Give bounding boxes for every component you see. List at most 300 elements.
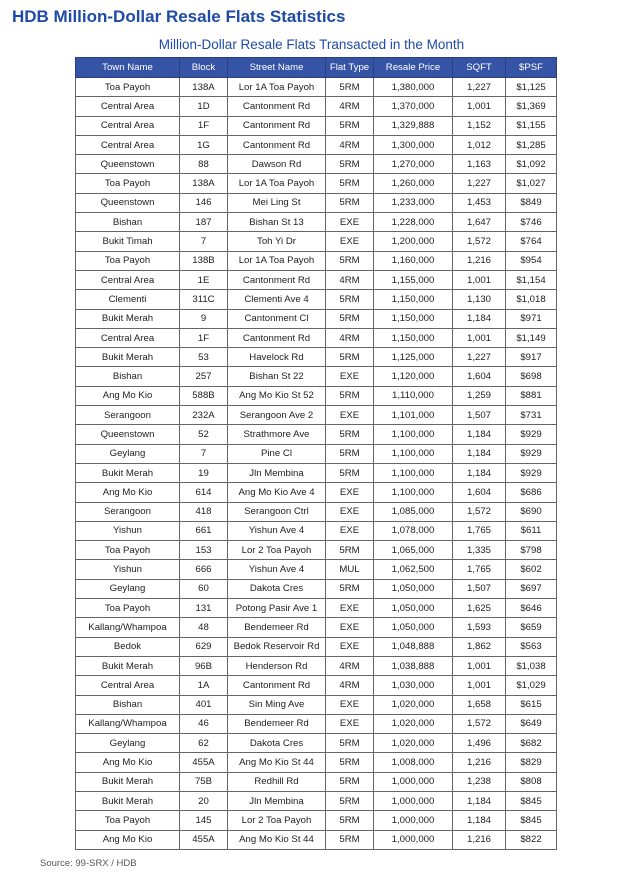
sqft-cell: 1,001 [453, 328, 506, 347]
resale-price-cell: 1,078,000 [374, 521, 453, 540]
block-cell: 131 [180, 599, 228, 618]
sqft-cell: 1,572 [453, 714, 506, 733]
psf-cell: $1,369 [506, 97, 557, 116]
psf-cell: $698 [506, 367, 557, 386]
resale-price-cell: 1,085,000 [374, 502, 453, 521]
sqft-cell: 1,862 [453, 637, 506, 656]
flat-type-cell: EXE [326, 483, 374, 502]
resale-price-cell: 1,000,000 [374, 811, 453, 830]
street-name-cell: Bishan St 22 [228, 367, 326, 386]
col-header-town-name: Town Name [76, 58, 180, 78]
flat-type-cell: 5RM [326, 290, 374, 309]
resale-price-cell: 1,125,000 [374, 348, 453, 367]
sqft-cell: 1,012 [453, 135, 506, 154]
street-name-cell: Bedok Reservoir Rd [228, 637, 326, 656]
sqft-cell: 1,647 [453, 213, 506, 232]
street-name-cell: Lor 1A Toa Payoh [228, 251, 326, 270]
street-name-cell: Lor 2 Toa Payoh [228, 541, 326, 560]
block-cell: 1F [180, 328, 228, 347]
flat-type-cell: 4RM [326, 270, 374, 289]
flat-type-cell: 5RM [326, 753, 374, 772]
street-name-cell: Dakota Cres [228, 734, 326, 753]
psf-cell: $1,029 [506, 676, 557, 695]
psf-cell: $1,018 [506, 290, 557, 309]
col-header-street-name: Street Name [228, 58, 326, 78]
psf-cell: $602 [506, 560, 557, 579]
resale-price-cell: 1,370,000 [374, 97, 453, 116]
flat-type-cell: 5RM [326, 251, 374, 270]
resale-price-cell: 1,270,000 [374, 155, 453, 174]
resale-price-cell: 1,228,000 [374, 213, 453, 232]
flat-type-cell: 5RM [326, 463, 374, 482]
source-note: Source: 99-SRX / HDB [40, 858, 137, 869]
town-name-cell: Toa Payoh [76, 811, 180, 830]
psf-cell: $845 [506, 811, 557, 830]
table-row [76, 599, 557, 618]
block-cell: 661 [180, 521, 228, 540]
table-row [76, 135, 557, 154]
psf-cell: $1,149 [506, 328, 557, 347]
sqft-cell: 1,507 [453, 406, 506, 425]
block-cell: 145 [180, 811, 228, 830]
table-row [76, 772, 557, 791]
resale-price-cell: 1,000,000 [374, 791, 453, 810]
resale-price-cell: 1,050,000 [374, 618, 453, 637]
block-cell: 52 [180, 425, 228, 444]
flat-type-cell: 4RM [326, 656, 374, 675]
sqft-cell: 1,130 [453, 290, 506, 309]
resale-price-cell: 1,155,000 [374, 270, 453, 289]
psf-cell: $764 [506, 232, 557, 251]
psf-cell: $1,125 [506, 78, 557, 97]
flat-type-cell: EXE [326, 406, 374, 425]
town-name-cell: Ang Mo Kio [76, 386, 180, 405]
flat-type-cell: 5RM [326, 116, 374, 135]
block-cell: 138A [180, 78, 228, 97]
street-name-cell: Yishun Ave 4 [228, 560, 326, 579]
street-name-cell: Serangoon Ctrl [228, 502, 326, 521]
flat-type-cell: 5RM [326, 734, 374, 753]
resale-price-cell: 1,050,000 [374, 599, 453, 618]
town-name-cell: Serangoon [76, 406, 180, 425]
psf-cell: $611 [506, 521, 557, 540]
flat-type-cell: EXE [326, 599, 374, 618]
block-cell: 7 [180, 232, 228, 251]
flat-type-cell: 5RM [326, 791, 374, 810]
table-row [76, 348, 557, 367]
sqft-cell: 1,593 [453, 618, 506, 637]
table-row [76, 174, 557, 193]
resale-price-cell: 1,110,000 [374, 386, 453, 405]
street-name-cell: Dakota Cres [228, 579, 326, 598]
town-name-cell: Bukit Merah [76, 656, 180, 675]
resale-price-cell: 1,048,888 [374, 637, 453, 656]
town-name-cell: Bukit Merah [76, 791, 180, 810]
flat-type-cell: EXE [326, 714, 374, 733]
block-cell: 588B [180, 386, 228, 405]
resale-price-cell: 1,020,000 [374, 695, 453, 714]
flat-type-cell: 5RM [326, 811, 374, 830]
sqft-cell: 1,152 [453, 116, 506, 135]
block-cell: 9 [180, 309, 228, 328]
block-cell: 20 [180, 791, 228, 810]
town-name-cell: Toa Payoh [76, 78, 180, 97]
street-name-cell: Cantonment Rd [228, 116, 326, 135]
sqft-cell: 1,184 [453, 425, 506, 444]
town-name-cell: Geylang [76, 579, 180, 598]
block-cell: 629 [180, 637, 228, 656]
sqft-cell: 1,001 [453, 656, 506, 675]
flat-type-cell: 5RM [326, 78, 374, 97]
town-name-cell: Bukit Merah [76, 463, 180, 482]
block-cell: 75B [180, 772, 228, 791]
flat-type-cell: 4RM [326, 97, 374, 116]
psf-cell: $649 [506, 714, 557, 733]
block-cell: 138B [180, 251, 228, 270]
town-name-cell: Central Area [76, 270, 180, 289]
sqft-cell: 1,216 [453, 753, 506, 772]
town-name-cell: Kallang/Whampoa [76, 618, 180, 637]
street-name-cell: Clementi Ave 4 [228, 290, 326, 309]
resale-price-cell: 1,101,000 [374, 406, 453, 425]
sqft-cell: 1,227 [453, 174, 506, 193]
flat-type-cell: 5RM [326, 348, 374, 367]
col-header-sqft: SQFT [453, 58, 506, 78]
resale-price-cell: 1,065,000 [374, 541, 453, 560]
resale-price-cell: 1,150,000 [374, 290, 453, 309]
table-row [76, 618, 557, 637]
resale-price-cell: 1,000,000 [374, 830, 453, 849]
flat-type-cell: 4RM [326, 328, 374, 347]
block-cell: 311C [180, 290, 228, 309]
block-cell: 138A [180, 174, 228, 193]
table-row [76, 116, 557, 135]
block-cell: 146 [180, 193, 228, 212]
psf-cell: $829 [506, 753, 557, 772]
sqft-cell: 1,507 [453, 579, 506, 598]
table-row [76, 386, 557, 405]
block-cell: 455A [180, 753, 228, 772]
resale-price-cell: 1,020,000 [374, 714, 453, 733]
street-name-cell: Yishun Ave 4 [228, 521, 326, 540]
town-name-cell: Geylang [76, 444, 180, 463]
flat-type-cell: 5RM [326, 174, 374, 193]
psf-cell: $808 [506, 772, 557, 791]
psf-cell: $849 [506, 193, 557, 212]
street-name-cell: Henderson Rd [228, 656, 326, 675]
flat-type-cell: EXE [326, 521, 374, 540]
psf-cell: $971 [506, 309, 557, 328]
block-cell: 666 [180, 560, 228, 579]
resale-price-cell: 1,150,000 [374, 328, 453, 347]
town-name-cell: Yishun [76, 560, 180, 579]
sqft-cell: 1,001 [453, 676, 506, 695]
page-title: HDB Million-Dollar Resale Flats Statistics [12, 7, 346, 26]
street-name-cell: Lor 1A Toa Payoh [228, 78, 326, 97]
table-row [76, 502, 557, 521]
resale-price-cell: 1,062,500 [374, 560, 453, 579]
table-row [76, 309, 557, 328]
resale-price-cell: 1,233,000 [374, 193, 453, 212]
street-name-cell: Ang Mo Kio St 44 [228, 830, 326, 849]
sqft-cell: 1,001 [453, 270, 506, 289]
block-cell: 455A [180, 830, 228, 849]
flat-type-cell: EXE [326, 618, 374, 637]
sqft-cell: 1,572 [453, 232, 506, 251]
psf-cell: $746 [506, 213, 557, 232]
resale-price-cell: 1,329,888 [374, 116, 453, 135]
flat-type-cell: 5RM [326, 386, 374, 405]
block-cell: 53 [180, 348, 228, 367]
street-name-cell: Sin Ming Ave [228, 695, 326, 714]
town-name-cell: Central Area [76, 116, 180, 135]
table-row [76, 155, 557, 174]
block-cell: 1F [180, 116, 228, 135]
town-name-cell: Central Area [76, 97, 180, 116]
sqft-cell: 1,227 [453, 78, 506, 97]
resale-price-cell: 1,200,000 [374, 232, 453, 251]
town-name-cell: Bukit Merah [76, 348, 180, 367]
resale-price-cell: 1,050,000 [374, 579, 453, 598]
psf-cell: $929 [506, 463, 557, 482]
town-name-cell: Toa Payoh [76, 541, 180, 560]
table-row [76, 830, 557, 849]
flat-type-cell: EXE [326, 695, 374, 714]
street-name-cell: Redhill Rd [228, 772, 326, 791]
block-cell: 1A [180, 676, 228, 695]
street-name-cell: Ang Mo Kio Ave 4 [228, 483, 326, 502]
table-row [76, 579, 557, 598]
resale-price-cell: 1,300,000 [374, 135, 453, 154]
sqft-cell: 1,765 [453, 521, 506, 540]
sqft-cell: 1,604 [453, 367, 506, 386]
sqft-cell: 1,184 [453, 444, 506, 463]
resale-flats-table [75, 57, 557, 850]
street-name-cell: Cantonment Rd [228, 97, 326, 116]
street-name-cell: Pine Cl [228, 444, 326, 463]
table-subtitle: Million-Dollar Resale Flats Transacted in the Month [158, 37, 465, 52]
psf-cell: $822 [506, 830, 557, 849]
flat-type-cell: 5RM [326, 193, 374, 212]
flat-type-cell: 5RM [326, 830, 374, 849]
sqft-cell: 1,184 [453, 811, 506, 830]
table-row [76, 328, 557, 347]
table-row [76, 97, 557, 116]
psf-cell: $1,027 [506, 174, 557, 193]
street-name-cell: Strathmore Ave [228, 425, 326, 444]
block-cell: 232A [180, 406, 228, 425]
sqft-cell: 1,238 [453, 772, 506, 791]
resale-price-cell: 1,038,888 [374, 656, 453, 675]
psf-cell: $1,155 [506, 116, 557, 135]
resale-price-cell: 1,000,000 [374, 772, 453, 791]
table-header-row [76, 58, 557, 78]
town-name-cell: Yishun [76, 521, 180, 540]
street-name-cell: Jln Membina [228, 791, 326, 810]
table-row [76, 193, 557, 212]
table-row [76, 811, 557, 830]
sqft-cell: 1,184 [453, 309, 506, 328]
table-row [76, 463, 557, 482]
psf-cell: $1,285 [506, 135, 557, 154]
town-name-cell: Clementi [76, 290, 180, 309]
psf-cell: $929 [506, 425, 557, 444]
psf-cell: $697 [506, 579, 557, 598]
town-name-cell: Queenstown [76, 193, 180, 212]
table-row [76, 541, 557, 560]
block-cell: 614 [180, 483, 228, 502]
psf-cell: $682 [506, 734, 557, 753]
resale-price-cell: 1,100,000 [374, 483, 453, 502]
town-name-cell: Toa Payoh [76, 599, 180, 618]
town-name-cell: Bishan [76, 367, 180, 386]
resale-price-cell: 1,100,000 [374, 463, 453, 482]
street-name-cell: Toh Yi Dr [228, 232, 326, 251]
town-name-cell: Geylang [76, 734, 180, 753]
block-cell: 257 [180, 367, 228, 386]
resale-price-cell: 1,120,000 [374, 367, 453, 386]
street-name-cell: Bendemeer Rd [228, 618, 326, 637]
street-name-cell: Ang Mo Kio St 44 [228, 753, 326, 772]
street-name-cell: Mei Ling St [228, 193, 326, 212]
street-name-cell: Cantonment Rd [228, 270, 326, 289]
town-name-cell: Ang Mo Kio [76, 830, 180, 849]
block-cell: 1D [180, 97, 228, 116]
town-name-cell: Bukit Merah [76, 309, 180, 328]
resale-price-cell: 1,020,000 [374, 734, 453, 753]
flat-type-cell: 5RM [326, 309, 374, 328]
sqft-cell: 1,216 [453, 251, 506, 270]
flat-type-cell: 4RM [326, 135, 374, 154]
street-name-cell: Lor 2 Toa Payoh [228, 811, 326, 830]
town-name-cell: Toa Payoh [76, 174, 180, 193]
block-cell: 88 [180, 155, 228, 174]
psf-cell: $615 [506, 695, 557, 714]
psf-cell: $881 [506, 386, 557, 405]
psf-cell: $646 [506, 599, 557, 618]
resale-price-cell: 1,380,000 [374, 78, 453, 97]
flat-type-cell: 5RM [326, 772, 374, 791]
table-row [76, 560, 557, 579]
table-row [76, 714, 557, 733]
table-body [76, 78, 557, 850]
street-name-cell: Dawson Rd [228, 155, 326, 174]
street-name-cell: Bendemeer Rd [228, 714, 326, 733]
block-cell: 1E [180, 270, 228, 289]
block-cell: 46 [180, 714, 228, 733]
sqft-cell: 1,227 [453, 348, 506, 367]
table-row [76, 290, 557, 309]
table-row [76, 695, 557, 714]
block-cell: 60 [180, 579, 228, 598]
street-name-cell: Jln Membina [228, 463, 326, 482]
block-cell: 62 [180, 734, 228, 753]
resale-price-cell: 1,100,000 [374, 444, 453, 463]
street-name-cell: Bishan St 13 [228, 213, 326, 232]
table-row [76, 753, 557, 772]
street-name-cell: Lor 1A Toa Payoh [228, 174, 326, 193]
resale-price-cell: 1,030,000 [374, 676, 453, 695]
table-row [76, 734, 557, 753]
street-name-cell: Cantonment Rd [228, 135, 326, 154]
block-cell: 19 [180, 463, 228, 482]
table-row [76, 251, 557, 270]
town-name-cell: Central Area [76, 676, 180, 695]
sqft-cell: 1,335 [453, 541, 506, 560]
street-name-cell: Havelock Rd [228, 348, 326, 367]
block-cell: 96B [180, 656, 228, 675]
psf-cell: $917 [506, 348, 557, 367]
town-name-cell: Kallang/Whampoa [76, 714, 180, 733]
resale-price-cell: 1,008,000 [374, 753, 453, 772]
town-name-cell: Central Area [76, 135, 180, 154]
psf-cell: $690 [506, 502, 557, 521]
table-row [76, 791, 557, 810]
flat-type-cell: EXE [326, 502, 374, 521]
block-cell: 418 [180, 502, 228, 521]
flat-type-cell: 4RM [326, 676, 374, 695]
street-name-cell: Cantonment Rd [228, 676, 326, 695]
flat-type-cell: EXE [326, 367, 374, 386]
table-row [76, 367, 557, 386]
psf-cell: $686 [506, 483, 557, 502]
street-name-cell: Cantonment Cl [228, 309, 326, 328]
table-row [76, 637, 557, 656]
block-cell: 7 [180, 444, 228, 463]
sqft-cell: 1,496 [453, 734, 506, 753]
town-name-cell: Bukit Merah [76, 772, 180, 791]
col-header-block: Block [180, 58, 228, 78]
table-row [76, 78, 557, 97]
sqft-cell: 1,604 [453, 483, 506, 502]
col-header-flat-type: Flat Type [326, 58, 374, 78]
flat-type-cell: MUL [326, 560, 374, 579]
psf-cell: $929 [506, 444, 557, 463]
street-name-cell: Ang Mo Kio St 52 [228, 386, 326, 405]
resale-price-cell: 1,260,000 [374, 174, 453, 193]
flat-type-cell: 5RM [326, 425, 374, 444]
street-name-cell: Serangoon Ave 2 [228, 406, 326, 425]
resale-price-cell: 1,150,000 [374, 309, 453, 328]
resale-price-cell: 1,160,000 [374, 251, 453, 270]
town-name-cell: Toa Payoh [76, 251, 180, 270]
col-header-resale-price: Resale Price [374, 58, 453, 78]
table-row [76, 656, 557, 675]
sqft-cell: 1,184 [453, 463, 506, 482]
town-name-cell: Bishan [76, 213, 180, 232]
sqft-cell: 1,163 [453, 155, 506, 174]
psf-cell: $659 [506, 618, 557, 637]
town-name-cell: Serangoon [76, 502, 180, 521]
sqft-cell: 1,216 [453, 830, 506, 849]
street-name-cell: Potong Pasir Ave 1 [228, 599, 326, 618]
sqft-cell: 1,625 [453, 599, 506, 618]
block-cell: 48 [180, 618, 228, 637]
psf-cell: $954 [506, 251, 557, 270]
town-name-cell: Bedok [76, 637, 180, 656]
table-row [76, 270, 557, 289]
block-cell: 401 [180, 695, 228, 714]
flat-type-cell: EXE [326, 232, 374, 251]
town-name-cell: Central Area [76, 328, 180, 347]
table-row [76, 521, 557, 540]
table-row [76, 213, 557, 232]
psf-cell: $1,092 [506, 155, 557, 174]
table-row [76, 483, 557, 502]
flat-type-cell: 5RM [326, 444, 374, 463]
town-name-cell: Bishan [76, 695, 180, 714]
psf-cell: $1,154 [506, 270, 557, 289]
